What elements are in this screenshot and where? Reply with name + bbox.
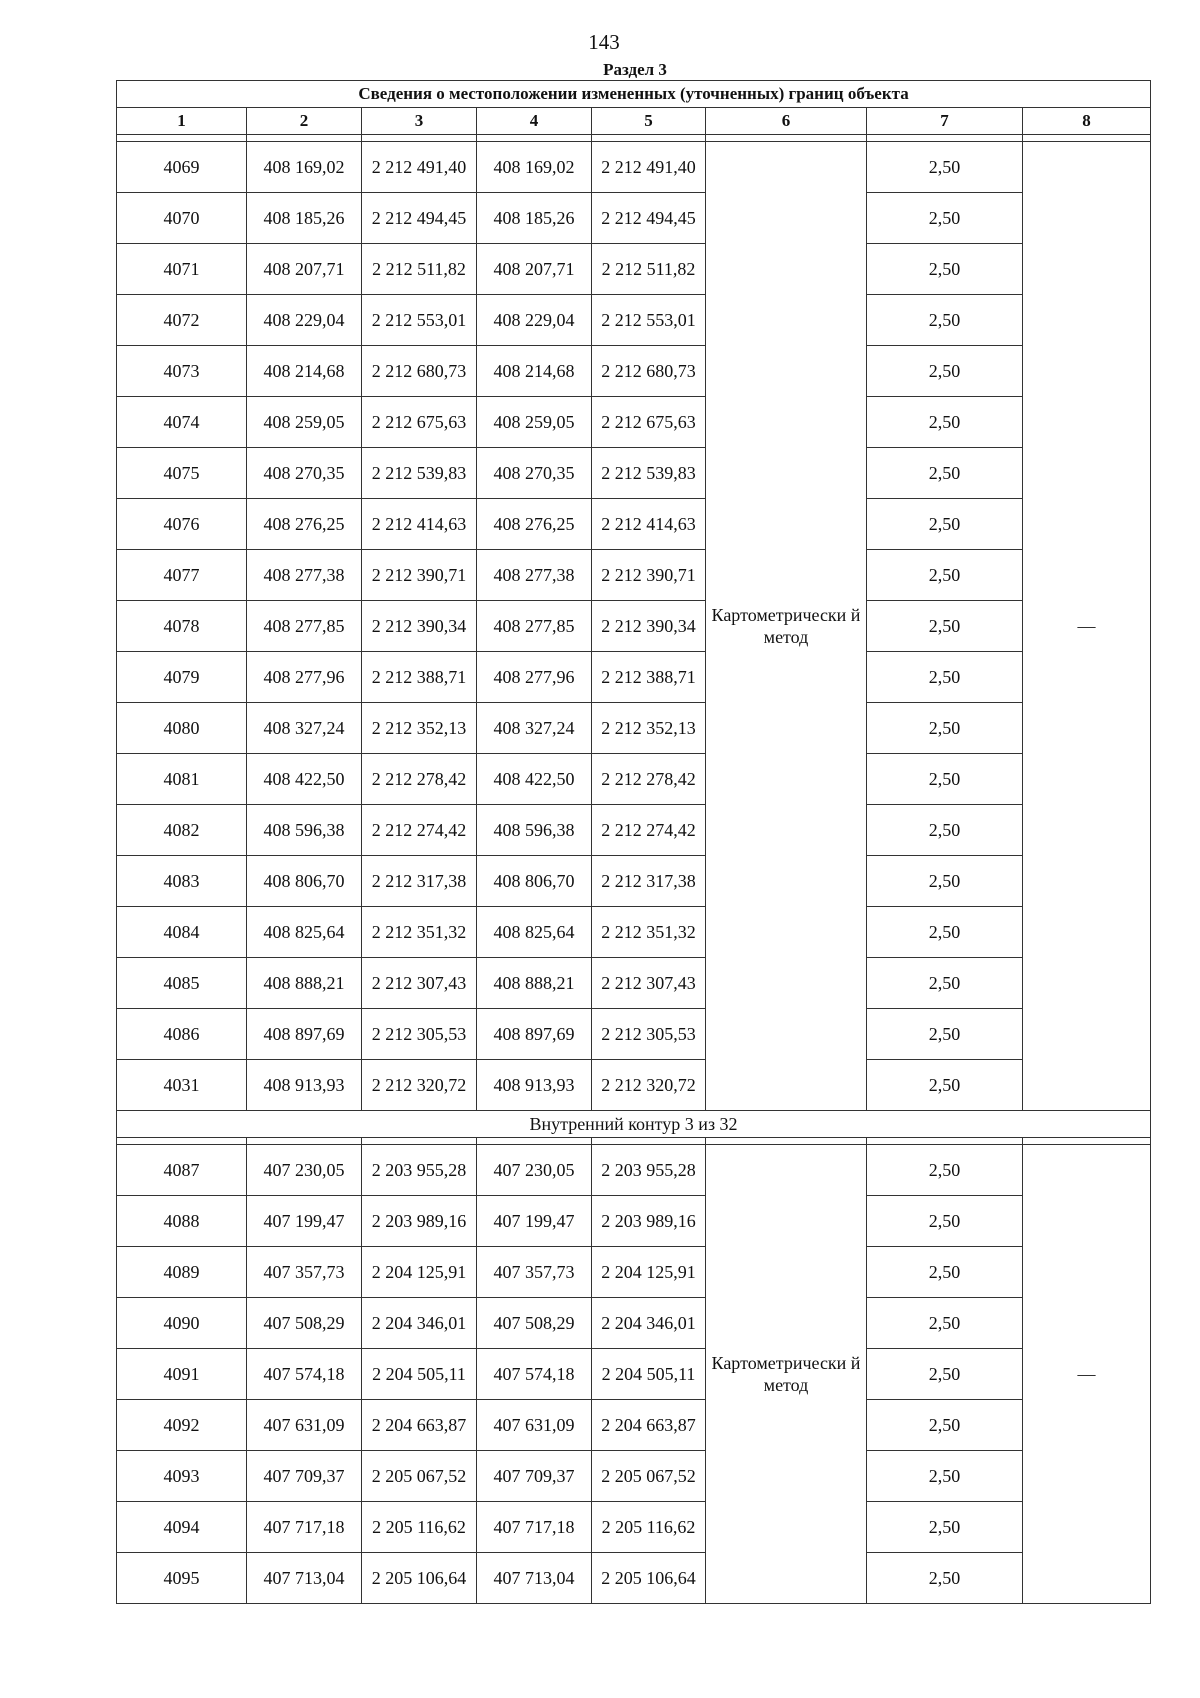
- table-body: [117, 135, 1151, 1604]
- cell-x-old: 408 185,26: [247, 193, 362, 244]
- spacer-cell: [867, 135, 1023, 142]
- cell-y-new: 2 212 539,83: [592, 448, 706, 499]
- cell-point: 4077: [117, 550, 247, 601]
- cell-y-old: 2 204 505,11: [362, 1349, 477, 1400]
- cell-y-old: 2 212 414,63: [362, 499, 477, 550]
- cell-point: 4031: [117, 1060, 247, 1111]
- page-number: 143: [588, 30, 620, 54]
- cell-x-old: 408 897,69: [247, 1009, 362, 1060]
- cell-x-old: 408 596,38: [247, 805, 362, 856]
- table-row: [117, 1553, 1151, 1604]
- cell-point: 4093: [117, 1451, 247, 1502]
- cell-precision: 2,50: [867, 652, 1023, 703]
- cell-point: 4073: [117, 346, 247, 397]
- cell-x-old: 407 508,29: [247, 1298, 362, 1349]
- cell-y-old: 2 212 390,71: [362, 550, 477, 601]
- cell-y-new: 2 205 106,64: [592, 1553, 706, 1604]
- cell-precision: 2,50: [867, 601, 1023, 652]
- table-row: [117, 856, 1151, 907]
- cell-y-new: 2 212 414,63: [592, 499, 706, 550]
- table-row: [117, 805, 1151, 856]
- cell-y-old: 2 205 106,64: [362, 1553, 477, 1604]
- table-row: [117, 1247, 1151, 1298]
- cell-precision: 2,50: [867, 499, 1023, 550]
- cell-precision: 2,50: [867, 448, 1023, 499]
- cell-x-new: 408 422,50: [477, 754, 592, 805]
- cell-x-old: 408 825,64: [247, 907, 362, 958]
- cell-y-old: 2 203 955,28: [362, 1145, 477, 1196]
- contour-label: Внутренний контур 3 из 32: [117, 1111, 1151, 1138]
- cell-point: 4082: [117, 805, 247, 856]
- table-row: [117, 907, 1151, 958]
- cell-y-old: 2 212 352,13: [362, 703, 477, 754]
- cell-y-new: 2 212 494,45: [592, 193, 706, 244]
- table-row: [117, 142, 1151, 193]
- cell-method: Картометрически й метод: [706, 142, 867, 1111]
- cell-y-old: 2 212 278,42: [362, 754, 477, 805]
- cell-x-old: 408 277,38: [247, 550, 362, 601]
- table-row: [117, 499, 1151, 550]
- cell-y-old: 2 212 491,40: [362, 142, 477, 193]
- cell-y-old: 2 212 680,73: [362, 346, 477, 397]
- cell-x-new: 408 327,24: [477, 703, 592, 754]
- cell-precision: 2,50: [867, 805, 1023, 856]
- column-number-4: 4: [477, 108, 592, 135]
- cell-x-old: 408 422,50: [247, 754, 362, 805]
- table-row: [117, 397, 1151, 448]
- table-row: [117, 1060, 1151, 1111]
- cell-precision: 2,50: [867, 397, 1023, 448]
- cell-y-new: 2 212 307,43: [592, 958, 706, 1009]
- cell-x-new: 408 259,05: [477, 397, 592, 448]
- cell-x-new: 408 207,71: [477, 244, 592, 295]
- cell-precision: 2,50: [867, 1349, 1023, 1400]
- cell-precision: 2,50: [867, 1196, 1023, 1247]
- table-row: [117, 958, 1151, 1009]
- cell-y-old: 2 212 317,38: [362, 856, 477, 907]
- cell-x-new: 407 199,47: [477, 1196, 592, 1247]
- cell-x-old: 408 169,02: [247, 142, 362, 193]
- cell-x-new: 407 709,37: [477, 1451, 592, 1502]
- cell-x-new: 408 277,38: [477, 550, 592, 601]
- column-number-3: 3: [362, 108, 477, 135]
- table-row: [117, 703, 1151, 754]
- cell-point: 4092: [117, 1400, 247, 1451]
- cell-note: —: [1023, 1145, 1151, 1604]
- cell-y-new: 2 212 352,13: [592, 703, 706, 754]
- table-row: [117, 754, 1151, 805]
- cell-precision: 2,50: [867, 856, 1023, 907]
- cell-y-old: 2 212 675,63: [362, 397, 477, 448]
- table-row: [117, 1196, 1151, 1247]
- table-row: [117, 1145, 1151, 1196]
- cell-y-new: 2 212 305,53: [592, 1009, 706, 1060]
- cell-x-old: 407 230,05: [247, 1145, 362, 1196]
- cell-y-old: 2 204 125,91: [362, 1247, 477, 1298]
- cell-y-new: 2 212 491,40: [592, 142, 706, 193]
- cell-x-old: 407 199,47: [247, 1196, 362, 1247]
- table-row: [117, 244, 1151, 295]
- cell-precision: 2,50: [867, 193, 1023, 244]
- cell-y-old: 2 212 390,34: [362, 601, 477, 652]
- spacer-cell: [1023, 1138, 1151, 1145]
- column-number-row: [117, 108, 1151, 135]
- spacer-cell: [867, 1138, 1023, 1145]
- contour-label-row: [117, 1111, 1151, 1138]
- spacer-cell: [592, 135, 706, 142]
- cell-y-old: 2 212 274,42: [362, 805, 477, 856]
- cell-y-new: 2 212 351,32: [592, 907, 706, 958]
- cell-precision: 2,50: [867, 346, 1023, 397]
- cell-y-new: 2 204 125,91: [592, 1247, 706, 1298]
- table-row: [117, 448, 1151, 499]
- cell-x-new: 407 574,18: [477, 1349, 592, 1400]
- cell-y-new: 2 204 505,11: [592, 1349, 706, 1400]
- cell-point: 4086: [117, 1009, 247, 1060]
- cell-point: 4091: [117, 1349, 247, 1400]
- cell-precision: 2,50: [867, 907, 1023, 958]
- cell-y-new: 2 205 067,52: [592, 1451, 706, 1502]
- cell-y-new: 2 212 390,71: [592, 550, 706, 601]
- cell-x-new: 407 230,05: [477, 1145, 592, 1196]
- cell-precision: 2,50: [867, 295, 1023, 346]
- cell-x-old: 408 913,93: [247, 1060, 362, 1111]
- cell-x-old: 408 806,70: [247, 856, 362, 907]
- spacer-cell: [362, 135, 477, 142]
- table-row: [117, 1451, 1151, 1502]
- cell-x-old: 408 327,24: [247, 703, 362, 754]
- column-number-1: 1: [117, 108, 247, 135]
- cell-y-old: 2 204 346,01: [362, 1298, 477, 1349]
- spacer-row: [117, 135, 1151, 142]
- cell-point: 4076: [117, 499, 247, 550]
- cell-x-old: 407 713,04: [247, 1553, 362, 1604]
- cell-y-old: 2 205 067,52: [362, 1451, 477, 1502]
- cell-x-new: 408 229,04: [477, 295, 592, 346]
- spacer-cell: [706, 1138, 867, 1145]
- spacer-cell: [592, 1138, 706, 1145]
- cell-precision: 2,50: [867, 1553, 1023, 1604]
- cell-precision: 2,50: [867, 1451, 1023, 1502]
- cell-point: 4072: [117, 295, 247, 346]
- table-row: [117, 1009, 1151, 1060]
- cell-y-new: 2 205 116,62: [592, 1502, 706, 1553]
- cell-y-old: 2 212 511,82: [362, 244, 477, 295]
- cell-y-new: 2 212 388,71: [592, 652, 706, 703]
- cell-point: 4075: [117, 448, 247, 499]
- cell-y-new: 2 212 680,73: [592, 346, 706, 397]
- cell-precision: 2,50: [867, 754, 1023, 805]
- cell-y-new: 2 203 989,16: [592, 1196, 706, 1247]
- cell-x-new: 408 270,35: [477, 448, 592, 499]
- table-row: [117, 1502, 1151, 1553]
- cell-x-old: 408 270,35: [247, 448, 362, 499]
- cell-x-new: 408 897,69: [477, 1009, 592, 1060]
- cell-precision: 2,50: [867, 1298, 1023, 1349]
- cell-x-new: 407 717,18: [477, 1502, 592, 1553]
- cell-point: 4088: [117, 1196, 247, 1247]
- column-number-7: 7: [867, 108, 1023, 135]
- cell-precision: 2,50: [867, 1502, 1023, 1553]
- cell-x-old: 407 357,73: [247, 1247, 362, 1298]
- cell-point: 4084: [117, 907, 247, 958]
- cell-point: 4081: [117, 754, 247, 805]
- cell-point: 4090: [117, 1298, 247, 1349]
- cell-precision: 2,50: [867, 244, 1023, 295]
- cell-y-new: 2 203 955,28: [592, 1145, 706, 1196]
- cell-point: 4074: [117, 397, 247, 448]
- cell-x-old: 408 276,25: [247, 499, 362, 550]
- cell-x-old: 408 259,05: [247, 397, 362, 448]
- cell-y-old: 2 204 663,87: [362, 1400, 477, 1451]
- spacer-row: [117, 1138, 1151, 1145]
- cell-x-new: 408 277,85: [477, 601, 592, 652]
- spacer-cell: [247, 1138, 362, 1145]
- cell-x-new: 408 169,02: [477, 142, 592, 193]
- cell-x-new: 408 596,38: [477, 805, 592, 856]
- cell-y-new: 2 212 274,42: [592, 805, 706, 856]
- cell-point: 4078: [117, 601, 247, 652]
- section-title: Раздел 3: [603, 60, 667, 79]
- cell-point: 4087: [117, 1145, 247, 1196]
- cell-y-new: 2 212 511,82: [592, 244, 706, 295]
- column-number-6: 6: [706, 108, 867, 135]
- spacer-cell: [117, 1138, 247, 1145]
- table-row: [117, 1400, 1151, 1451]
- cell-x-old: 407 709,37: [247, 1451, 362, 1502]
- cell-note: —: [1023, 142, 1151, 1111]
- cell-x-old: 407 717,18: [247, 1502, 362, 1553]
- cell-precision: 2,50: [867, 1060, 1023, 1111]
- cell-x-new: 407 508,29: [477, 1298, 592, 1349]
- spacer-cell: [1023, 135, 1151, 142]
- table-row: [117, 550, 1151, 601]
- table-row: [117, 1298, 1151, 1349]
- column-number-8: 8: [1023, 108, 1151, 135]
- cell-precision: 2,50: [867, 1145, 1023, 1196]
- cell-point: 4095: [117, 1553, 247, 1604]
- cell-y-new: 2 212 320,72: [592, 1060, 706, 1111]
- cell-point: 4080: [117, 703, 247, 754]
- cell-y-new: 2 204 663,87: [592, 1400, 706, 1451]
- cell-y-old: 2 212 320,72: [362, 1060, 477, 1111]
- cell-x-new: 408 185,26: [477, 193, 592, 244]
- cell-x-new: 407 713,04: [477, 1553, 592, 1604]
- cell-point: 4069: [117, 142, 247, 193]
- cell-x-old: 408 888,21: [247, 958, 362, 1009]
- table-caption: Сведения о местоположении измененных (уточненных) границ объекта: [117, 81, 1151, 108]
- cell-x-new: 408 825,64: [477, 907, 592, 958]
- cell-precision: 2,50: [867, 958, 1023, 1009]
- spacer-cell: [477, 1138, 592, 1145]
- cell-x-old: 408 214,68: [247, 346, 362, 397]
- cell-x-old: 408 207,71: [247, 244, 362, 295]
- cell-y-old: 2 212 553,01: [362, 295, 477, 346]
- cell-x-old: 408 277,85: [247, 601, 362, 652]
- cell-x-old: 407 631,09: [247, 1400, 362, 1451]
- cell-x-new: 408 913,93: [477, 1060, 592, 1111]
- cell-x-new: 408 214,68: [477, 346, 592, 397]
- cell-y-new: 2 204 346,01: [592, 1298, 706, 1349]
- cell-precision: 2,50: [867, 1247, 1023, 1298]
- table-row: [117, 193, 1151, 244]
- spacer-cell: [362, 1138, 477, 1145]
- table-row: [117, 601, 1151, 652]
- cell-point: 4079: [117, 652, 247, 703]
- cell-point: 4071: [117, 244, 247, 295]
- cell-y-old: 2 212 351,32: [362, 907, 477, 958]
- cell-method: Картометрически й метод: [706, 1145, 867, 1604]
- cell-x-old: 407 574,18: [247, 1349, 362, 1400]
- cell-y-old: 2 212 539,83: [362, 448, 477, 499]
- cell-y-old: 2 212 494,45: [362, 193, 477, 244]
- cell-x-new: 407 357,73: [477, 1247, 592, 1298]
- cell-point: 4094: [117, 1502, 247, 1553]
- cell-y-old: 2 212 307,43: [362, 958, 477, 1009]
- cell-x-old: 408 277,96: [247, 652, 362, 703]
- coordinates-table: [116, 80, 1151, 1604]
- spacer-cell: [706, 135, 867, 142]
- cell-point: 4070: [117, 193, 247, 244]
- cell-precision: 2,50: [867, 142, 1023, 193]
- table-row: [117, 1349, 1151, 1400]
- table-row: [117, 295, 1151, 346]
- cell-point: 4085: [117, 958, 247, 1009]
- table-row: [117, 346, 1151, 397]
- cell-y-new: 2 212 317,38: [592, 856, 706, 907]
- cell-x-new: 408 806,70: [477, 856, 592, 907]
- cell-y-old: 2 212 305,53: [362, 1009, 477, 1060]
- cell-y-old: 2 212 388,71: [362, 652, 477, 703]
- cell-precision: 2,50: [867, 1009, 1023, 1060]
- cell-precision: 2,50: [867, 1400, 1023, 1451]
- cell-x-new: 407 631,09: [477, 1400, 592, 1451]
- cell-x-new: 408 276,25: [477, 499, 592, 550]
- cell-y-new: 2 212 675,63: [592, 397, 706, 448]
- cell-precision: 2,50: [867, 703, 1023, 754]
- cell-y-new: 2 212 390,34: [592, 601, 706, 652]
- column-number-5: 5: [592, 108, 706, 135]
- spacer-cell: [117, 135, 247, 142]
- cell-x-new: 408 888,21: [477, 958, 592, 1009]
- cell-point: 4083: [117, 856, 247, 907]
- cell-y-new: 2 212 553,01: [592, 295, 706, 346]
- cell-precision: 2,50: [867, 550, 1023, 601]
- column-number-2: 2: [247, 108, 362, 135]
- cell-x-new: 408 277,96: [477, 652, 592, 703]
- cell-y-old: 2 205 116,62: [362, 1502, 477, 1553]
- spacer-cell: [477, 135, 592, 142]
- cell-x-old: 408 229,04: [247, 295, 362, 346]
- table-row: [117, 652, 1151, 703]
- spacer-cell: [247, 135, 362, 142]
- cell-y-new: 2 212 278,42: [592, 754, 706, 805]
- cell-y-old: 2 203 989,16: [362, 1196, 477, 1247]
- cell-point: 4089: [117, 1247, 247, 1298]
